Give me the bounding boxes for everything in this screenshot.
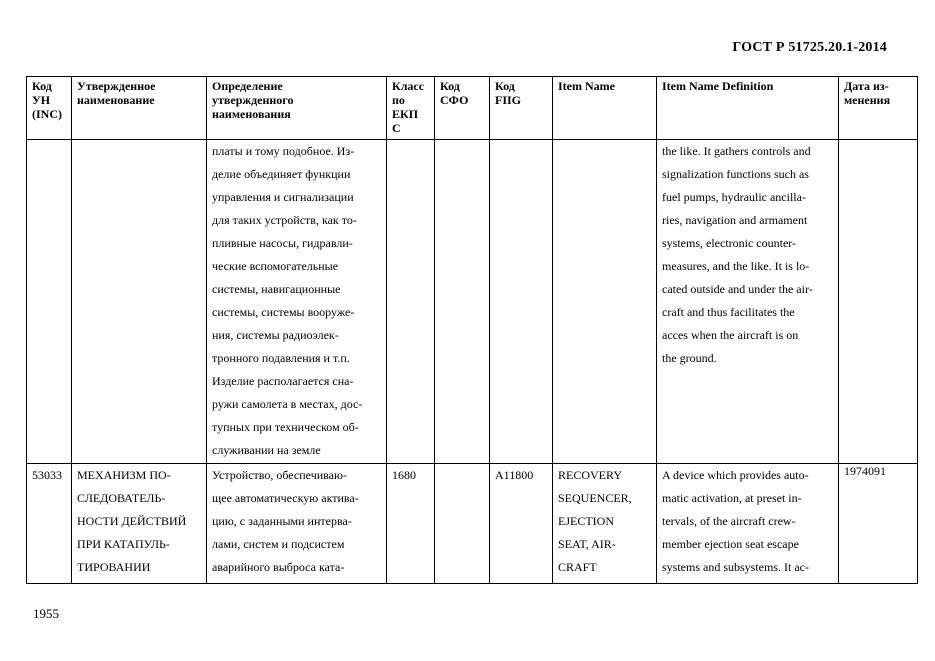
table-row xyxy=(27,464,918,584)
cell-sfo xyxy=(435,140,490,464)
cell-sfo xyxy=(435,464,490,584)
col-header-sfo: Код СФО xyxy=(435,77,490,140)
cell-inc xyxy=(27,140,72,464)
col-header-date: Дата из- менения xyxy=(839,77,918,140)
cell-definition-ru: Устройство, обеспечиваю- щее автоматическую актива- цию, с заданными интерва- лами, систем и подсистем аварийного выброса ката- xyxy=(207,464,387,584)
cell-item-name xyxy=(553,140,657,464)
catalog-table xyxy=(26,76,918,584)
cell-date: 1974091 xyxy=(839,464,918,584)
cell-inc: 53033 xyxy=(27,464,72,584)
page-number: 1955 xyxy=(33,606,59,621)
cell-item-name: RECOVERY SEQUENCER, EJECTION SEAT, AIR- CRAFT xyxy=(553,464,657,584)
cell-fiig: A11800 xyxy=(490,464,553,584)
cell-class xyxy=(387,140,435,464)
cell-approved-name: МЕХАНИЗМ ПО- СЛЕДОВАТЕЛЬ- НОСТИ ДЕЙСТВИЙ ПРИ КАТАПУЛЬ- ТИРОВАНИИ xyxy=(72,464,207,584)
col-header-definition-ru: Определение утвержденного наименования xyxy=(207,77,387,140)
cell-class: 1680 xyxy=(387,464,435,584)
col-header-approved-name: Утвержденное наименование xyxy=(72,77,207,140)
table-row xyxy=(27,140,918,464)
cell-definition-en: A device which provides auto- matic activation, at preset in- tervals, of the aircraft crew- member ejection seat escape systems and subsystems. It ac- xyxy=(657,464,839,584)
cell-approved-name xyxy=(72,140,207,464)
cell-fiig xyxy=(490,140,553,464)
col-header-class: Класс по ЕКП С xyxy=(387,77,435,140)
col-header-item-name: Item Name xyxy=(553,77,657,140)
cell-definition-ru: платы и тому подобное. Из- делие объединяет функции управления и сигнализации для таких устройств, как то- пливные насосы, гидравли- ческие вспомогательные системы, навигационные системы, системы вооруже- ния, системы радиоэлек- тронного подавления и т.п. Изделие располагается сна- ружи самолета в местах, дос- тупных при техническом об- служивании на земле xyxy=(207,140,387,464)
col-header-fiig: Код FIIG xyxy=(490,77,553,140)
cell-definition-en: the like. It gathers controls and signalization functions such as fuel pumps, hydraulic ancilla- ries, navigation and armament systems, electronic counter- measures, and the like. It is lo- cated outside and under the air- craft and thus facilitates the acces when the aircraft is on the ground. xyxy=(657,140,839,464)
cell-date xyxy=(839,140,918,464)
document-standard-number: ГОСТ Р 51725.20.1-2014 xyxy=(732,40,887,55)
col-header-definition-en: Item Name Definition xyxy=(657,77,839,140)
col-header-inc: Код УН (INC) xyxy=(27,77,72,140)
table-header-row xyxy=(27,77,918,140)
